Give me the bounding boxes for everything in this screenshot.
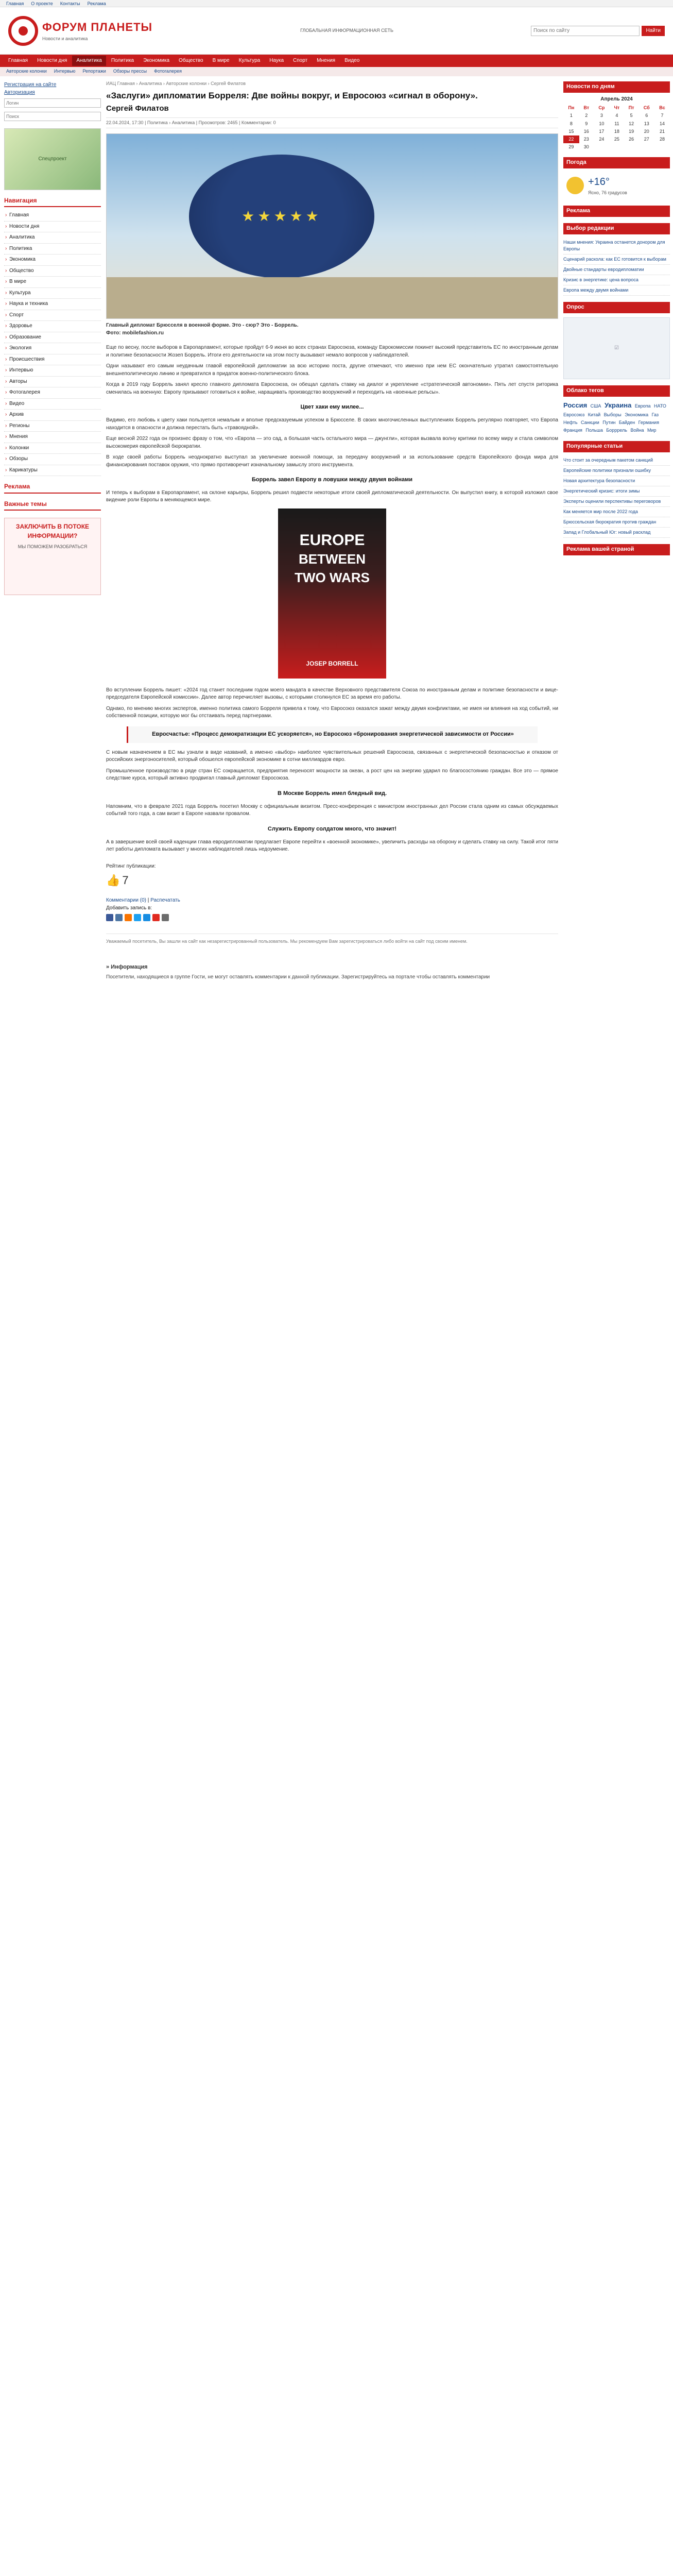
calendar-day[interactable]: 12 <box>629 121 634 126</box>
paragraph: Еще весной 2022 года он произнес фразу о том, что «Европа — это сад, а большая часть остального мира — джунгли», которая вызвала волну критики по всему миру и стала символом высокомерия европейской бюрократии. <box>106 436 558 449</box>
article-main <box>106 76 558 981</box>
weather-temp: +16° <box>588 176 610 188</box>
paragraph: И теперь к выборам в Европарламент, на склоне карьеры, Боррель решил подвести некоторые итоги своей дипломатической деятельности. Он выпустил книгу, в которой изложил свое видение роли Европы в меняющемся мире. <box>106 489 558 503</box>
calendar-day[interactable]: 19 <box>629 128 634 134</box>
cal-dayname: Чт <box>614 105 620 111</box>
page-title: «Заслуги» дипломатии Борреля: Две войны вокруг, и Евросоюз «сигнал в оборону». <box>106 91 478 101</box>
nav-item-active[interactable]: Аналитика <box>72 56 106 66</box>
category-item[interactable]: › Мнения <box>4 432 101 443</box>
cal-dayname: Пт <box>628 105 634 111</box>
calendar-day[interactable]: 2 <box>585 113 588 118</box>
weather-title: Погода <box>563 157 670 168</box>
list-item[interactable]: Новая архитектура безопасности <box>563 476 670 486</box>
share-label: Добавить запись в: <box>106 905 152 911</box>
list-item[interactable]: Наши мнения: Украина останется донором для Европы <box>563 238 670 255</box>
banner-sub: МЫ ПОМОЖЕМ РАЗОБРАТЬСЯ <box>18 544 88 549</box>
editors-choice-title: Выбор редакции <box>563 223 670 234</box>
site-name: ФОРУМ ПЛАНЕТЫ <box>42 21 153 34</box>
pull-quote: Евросчастье: «Процесс демократизации ЕС ускоряется», но Евросоюз «бронирования энергетической зависимости от России» <box>127 726 538 743</box>
tag[interactable]: Россия <box>563 401 588 409</box>
thumb-up-icon: 👍 <box>106 874 120 887</box>
category-item[interactable]: › Колонки <box>4 443 101 454</box>
livejournal-icon[interactable] <box>162 914 169 921</box>
nav-item[interactable]: Экономика <box>143 57 170 63</box>
google-icon[interactable] <box>152 914 160 921</box>
nav-item[interactable]: Наука <box>269 57 284 63</box>
nav-item[interactable]: Спорт <box>293 57 308 63</box>
category-item[interactable]: › Политика <box>4 244 101 255</box>
paragraph: Одни называют его самым неудачным главой европейской дипломатии за всю историю поста, другие отмечают, что именно при нем ЕС окончательно утратил самостоятельную внешнеполитическую линию и превратился в придаток военно-политического блока. <box>106 363 558 377</box>
left-sidebar <box>4 76 101 981</box>
site-sub: Новости и аналитика <box>42 36 88 41</box>
calendar-day[interactable]: 23 <box>583 136 589 142</box>
paragraph: Во вступлении Боррель пишет: «2024 год станет последним годом моего мандата в качестве Верховного представителя Союза по иностранным делам и политике безопасности и вице-председателя Европейской комиссии». Далее автор перечисляет вызовы, с которыми столкнулся ЕС за время его работы. <box>106 687 558 701</box>
calendar-day[interactable]: 17 <box>599 128 605 134</box>
calendar-day[interactable]: 26 <box>629 136 634 142</box>
logo-icon <box>8 16 38 46</box>
header-search-button[interactable]: Найти <box>642 26 665 36</box>
nav-item[interactable]: Главная <box>8 57 28 63</box>
tag[interactable]: Путин <box>602 420 616 426</box>
site-header <box>0 7 673 55</box>
category-item[interactable]: › Фотогалерея <box>4 387 101 399</box>
tag[interactable]: Мир <box>647 428 657 433</box>
calendar-day[interactable]: 11 <box>614 121 619 126</box>
ad2-title: Реклама вашей страной <box>563 544 670 555</box>
calendar-day[interactable]: 5 <box>630 113 633 118</box>
print-link[interactable]: Распечатать <box>150 897 180 904</box>
subnav-item[interactable]: Фотогалерея <box>154 69 182 74</box>
left-banner[interactable] <box>4 518 101 595</box>
register-link[interactable]: Регистрация на сайте <box>4 82 57 88</box>
info-title: » Информация <box>106 964 148 971</box>
calendar-day[interactable]: 14 <box>660 121 665 126</box>
calendar-day <box>610 143 624 151</box>
calendar-day[interactable]: 28 <box>660 136 665 142</box>
category-item[interactable]: › Архив <box>4 410 101 421</box>
calendar-week <box>563 135 670 143</box>
poll-box[interactable] <box>563 317 670 379</box>
book-title-line: EUROPE <box>299 531 365 549</box>
calendar-day[interactable]: 18 <box>614 128 619 134</box>
promo-image[interactable]: Спецпроект <box>4 128 101 190</box>
caption-text: Главный дипломат Брюсселя в военной форме. Это - сюр? Это - Боррель. <box>106 323 299 329</box>
calendar-week <box>563 112 670 120</box>
calendar-day[interactable]: 20 <box>644 128 649 134</box>
category-list <box>4 210 101 476</box>
category-item[interactable]: › Аналитика <box>4 232 101 244</box>
list-item[interactable]: Энергетический кризис: итоги зимы <box>563 486 670 497</box>
mailru-icon[interactable] <box>143 914 150 921</box>
cal-dayname: Пн <box>568 105 575 111</box>
calendar-day <box>639 143 654 151</box>
category-item[interactable]: › Видео <box>4 399 101 410</box>
subheading: Цвет хаки ему милее... <box>300 404 364 411</box>
book-title-line: BETWEEN <box>299 551 366 567</box>
subheading: Служить Европу солдатом много, что значит! <box>267 825 397 832</box>
calendar-day[interactable]: 6 <box>645 113 648 118</box>
list-item[interactable]: Брюссельская бюрократия против граждан <box>563 517 670 528</box>
paragraph: В ходе своей работы Боррель неоднократно выступал за увеличение военной помощи, за передачу вооружений и за использование средств Европейского фонда мира для финансирования поставок оружия, что прямо противоречит изначальному замыслу этого инструмента. <box>106 454 558 468</box>
list-item[interactable]: Двойные стандарты евродипломатии <box>563 265 670 275</box>
paragraph: Видимо, его любовь к цвету хаки пользуется немалым и вполне предсказуемым успехом в Брюсселе. В своих многочисленных выступлениях Боррель регулярно повторяет, что Европа находится в опасности и должна перестать быть «травоядной». <box>106 417 558 431</box>
tag-cloud <box>563 400 670 435</box>
comments-link[interactable]: Комментарии (0) <box>106 897 146 904</box>
article-meta: 22.04.2024, 17:30 | Политика › Аналитика | Просмотров: 2465 | Комментарии: 0 <box>106 117 558 128</box>
guest-note: Уважаемый посетитель, Вы зашли на сайт как незарегистрированный пользователь. Мы рекомендуем Вам зарегистрироваться либо войти на сайт под своим именем. <box>106 934 558 945</box>
cal-dayname: Вт <box>583 105 590 111</box>
category-item[interactable]: › Интервью <box>4 365 101 377</box>
list-item[interactable]: Сценарий раскола: как ЕС готовится к выборам <box>563 255 670 265</box>
tag[interactable]: Санкции <box>581 420 599 426</box>
nav-item[interactable]: В мире <box>212 57 230 63</box>
vk-icon[interactable] <box>115 914 123 921</box>
top-strip <box>0 0 673 7</box>
cal-dayname: Ср <box>598 105 605 111</box>
category-item[interactable]: › Наука и техника <box>4 299 101 310</box>
category-item[interactable]: › Главная <box>4 210 101 222</box>
tag[interactable]: Газ <box>651 412 659 417</box>
category-item[interactable]: › Авторы <box>4 377 101 388</box>
cal-dayname: Сб <box>643 105 650 111</box>
subnav-item[interactable]: Обзоры прессы <box>113 69 147 74</box>
share-icons <box>106 914 558 921</box>
paragraph: Однако, по мнению многих экспертов, именно политика самого Борреля привела к тому, что Евросоюз оказался зажат между двумя конфликтами, не имея ни влияния на ход событий, ни собственной позиции, которую мог бы отстаивать перед партнерами. <box>106 705 558 719</box>
subheading: Боррель завел Европу в ловушки между двумя войнами <box>251 477 413 483</box>
calendar-day[interactable]: 8 <box>570 121 573 126</box>
site-logo[interactable] <box>8 16 163 46</box>
book-title-line: TWO WARS <box>295 569 370 585</box>
nav-item[interactable]: Видео <box>344 57 360 63</box>
weather-widget <box>563 172 670 199</box>
tag[interactable]: Германия <box>638 420 659 426</box>
calendar-day <box>654 143 670 151</box>
top-link-contacts[interactable]: Контакты <box>60 1 80 6</box>
info-text: Посетители, находящиеся в группе Гости, не могут оставлять комментарии к данной публикации. Зарегистрируйтесь на портале чтобы оставлять комментарии <box>106 974 490 980</box>
editors-choice-list <box>563 238 670 296</box>
book-author: JOSEP BORRELL <box>306 659 358 667</box>
photo-credit: Фото: mobilefashion.ru <box>106 330 164 336</box>
list-item[interactable]: Что стоит за очередным пакетом санкций <box>563 455 670 466</box>
subnav-item[interactable]: Репортажи <box>82 69 106 74</box>
sidebar-search-input[interactable] <box>4 112 101 121</box>
category-item[interactable]: › Образование <box>4 332 101 344</box>
banner-title: ЗАКЛЮЧИТЬ В ПОТОКЕ ИНФОРМАЦИИ? <box>15 523 90 539</box>
category-item[interactable]: › В мире <box>4 277 101 288</box>
nav-item[interactable]: Новости дня <box>37 57 67 63</box>
calendar-week <box>563 143 670 151</box>
poll-title: Опрос <box>563 302 670 313</box>
calendar-day[interactable]: 16 <box>583 128 589 134</box>
tag[interactable]: НАТО <box>654 403 666 409</box>
list-item[interactable]: Европейские политики признали ошибку <box>563 466 670 476</box>
subheading: В Москве Боррель имел бледный вид. <box>277 790 387 796</box>
nav-item[interactable]: Политика <box>111 57 134 63</box>
nav-item[interactable]: Общество <box>179 57 203 63</box>
calendar-day[interactable]: 30 <box>583 144 589 149</box>
popular-list <box>563 455 670 538</box>
book-cover-image <box>278 509 386 679</box>
tag[interactable]: Экономика <box>625 412 649 417</box>
calendar-day[interactable]: 7 <box>661 113 664 118</box>
tag[interactable]: Нефть <box>563 420 578 426</box>
top-link-ads[interactable]: Реклама <box>87 1 106 6</box>
odnoklassniki-icon[interactable] <box>125 914 132 921</box>
tag[interactable]: Война <box>630 428 644 433</box>
popular-title: Популярные статьи <box>563 441 670 452</box>
news-by-day-title: Новости по дням <box>563 81 670 93</box>
rating-label: Рейтинг публикации: <box>106 863 156 869</box>
sub-nav <box>0 67 673 76</box>
facebook-icon[interactable] <box>106 914 113 921</box>
main-nav <box>0 55 673 67</box>
paragraph: Промышленное производство в ряде стран ЕС сокращается, предприятия переносят мощности за океан, а рост цен на энергию ударил по благосостоянию граждан. Все это — прямое следствие курса, который активно продвигал главный дипломат Евросоюза. <box>106 768 558 782</box>
subnav-item[interactable]: Интервью <box>54 69 76 74</box>
left-ad-title: Реклама <box>4 482 101 493</box>
calendar-body <box>563 112 670 150</box>
nav-item[interactable]: Мнения <box>317 57 336 63</box>
calendar-day[interactable]: 15 <box>568 128 574 134</box>
sun-icon <box>566 177 584 194</box>
poll-icon: ☑ <box>614 345 619 351</box>
list-item[interactable]: Запад и Глобальный Юг: новый расклад <box>563 528 670 538</box>
hero-ground <box>107 277 558 318</box>
calendar-week <box>563 128 670 135</box>
list-item[interactable]: Эксперты оценили перспективы переговоров <box>563 497 670 507</box>
calendar-day[interactable]: 27 <box>644 136 649 142</box>
tag[interactable]: Европа <box>634 403 651 409</box>
breadcrumb[interactable]: ИАЦ Главная › Аналитика › Авторские колонки › Сергей Филатов <box>106 81 246 86</box>
tag[interactable]: США <box>590 403 601 409</box>
tag[interactable]: Украина <box>604 401 632 409</box>
category-item[interactable]: › Экономика <box>4 255 101 266</box>
category-item[interactable]: › Обзоры <box>4 454 101 465</box>
calendar-day[interactable]: 4 <box>615 113 618 118</box>
calendar-day[interactable]: 21 <box>660 128 665 134</box>
category-item[interactable]: › Карикатуры <box>4 465 101 477</box>
rating-value: 7 <box>122 874 129 887</box>
login-input[interactable] <box>4 98 101 108</box>
calendar <box>563 104 670 150</box>
article-body <box>106 344 558 854</box>
subnav-item[interactable]: Авторские колонки <box>6 69 47 74</box>
calendar-day[interactable]: 24 <box>599 136 605 142</box>
nav-item[interactable]: Культура <box>238 57 261 63</box>
nav-title: Навигация <box>4 196 101 207</box>
list-item[interactable]: Европа между двумя войнами <box>563 285 670 296</box>
category-item[interactable]: › Культура <box>4 288 101 299</box>
paragraph: А в завершение всей своей каденции глава евродипломатии предлагает Европе перейти к «военной экономике», увеличить расходы на оборону и сделать ставку на силу. Такой итог пяти лет работы дипломата вызывает у многих наблюдателей лишь недоумение. <box>106 839 558 853</box>
category-item[interactable]: › Общество <box>4 266 101 277</box>
right-sidebar <box>563 76 670 981</box>
calendar-day[interactable]: 9 <box>585 121 588 126</box>
calendar-day[interactable]: 25 <box>614 136 619 142</box>
eu-stars-icon: ★★★★★ <box>241 208 322 224</box>
header-search <box>531 26 665 36</box>
tag[interactable]: Евросоюз <box>563 412 585 417</box>
paragraph: Напомним, что в феврале 2021 года Боррель посетил Москву с официальным визитом. Пресс-конференция с министром иностранных дел России стала одним из самых обсуждаемых событий того года, а сам визит в Европе назвали провалом. <box>106 803 558 817</box>
comments-row: Комментарии (0) | Распечатать Добавить запись в: <box>106 897 558 921</box>
paragraph: Когда в 2019 году Боррель занял кресло главного дипломата Евросоюза, он обещал сделать ставку на диалог и укрепление «стратегической автономии». Пять лет спустя риторика сменилась на военную: Европу призывают готовиться к войне, наращивать производство вооружений и переходить на «военные рельсы». <box>106 382 558 395</box>
category-item[interactable]: › Спорт <box>4 310 101 321</box>
page-layout <box>0 76 673 981</box>
tags-title: Облако тегов <box>563 385 670 397</box>
calendar-day[interactable]: 13 <box>644 121 649 126</box>
list-item[interactable]: Как меняется мир после 2022 года <box>563 507 670 517</box>
cal-dayname: Вс <box>659 105 665 111</box>
category-item[interactable]: › Новости дня <box>4 222 101 233</box>
login-link[interactable]: Авторизация <box>4 89 35 95</box>
category-item[interactable]: › Экология <box>4 343 101 354</box>
calendar-month: Апрель 2024 <box>600 96 633 102</box>
calendar-day[interactable]: 3 <box>600 113 603 118</box>
top-link-home[interactable]: Главная <box>6 1 24 6</box>
tag[interactable]: Польша <box>585 428 603 433</box>
category-item[interactable]: › Здоровье <box>4 321 101 332</box>
calendar-day[interactable]: 29 <box>568 144 574 149</box>
calendar-day <box>594 143 610 151</box>
hero-image <box>106 133 558 319</box>
tag[interactable]: Борррель <box>606 428 627 433</box>
paragraph: Еще по весну, после выборов в Европарламент, которые пройдут 6-9 июня во всех странах Евросоюза, команду Еврокомиссии покинет высокий представитель ЕС по иностранным делам и политике безопасности Жозеп Боррель. Итоги его деятельности на этом посту вызывают немало вопросов у наблюдателей. <box>106 345 558 358</box>
like-button[interactable] <box>106 872 558 889</box>
category-item[interactable]: › Регионы <box>4 421 101 432</box>
tag[interactable]: Франция <box>563 428 582 433</box>
article-author: Сергей Филатов <box>106 104 169 113</box>
calendar-day[interactable]: 22 <box>563 135 579 143</box>
calendar-day <box>624 143 639 151</box>
calendar-day[interactable]: 1 <box>570 113 573 118</box>
paragraph: С новым назначением в ЕС мы узнали в виде названий, а именно «выбор» наиболее чувствительных решений Евросоюза, связанных с энергетической безопасностью и отказом от российских энергоносителей, который обошелся европейской экономике в сотни миллиардов евро. <box>106 749 558 763</box>
category-item[interactable]: › Происшествия <box>4 354 101 366</box>
calendar-week <box>563 120 670 128</box>
site-slogan: ГЛОБАЛЬНАЯ ИНФОРМАЦИОННАЯ СЕТЬ <box>300 27 393 33</box>
image-caption <box>106 322 558 337</box>
login-box <box>4 81 101 123</box>
important-title: Важные темы <box>4 500 101 511</box>
list-item[interactable]: Кризис в энергетике: цена вопроса <box>563 275 670 285</box>
tag[interactable]: Выборы <box>603 412 622 417</box>
tag[interactable]: Байден <box>618 420 635 426</box>
right-ad-title: Реклама <box>563 206 670 217</box>
rating-block <box>106 863 558 889</box>
top-link-about[interactable]: О проекте <box>31 1 53 6</box>
tag[interactable]: Китай <box>588 412 601 417</box>
header-search-input[interactable] <box>531 26 640 36</box>
twitter-icon[interactable] <box>134 914 141 921</box>
calendar-day[interactable]: 10 <box>599 121 605 126</box>
weather-desc: Ясно, 76 градусов <box>588 190 627 195</box>
